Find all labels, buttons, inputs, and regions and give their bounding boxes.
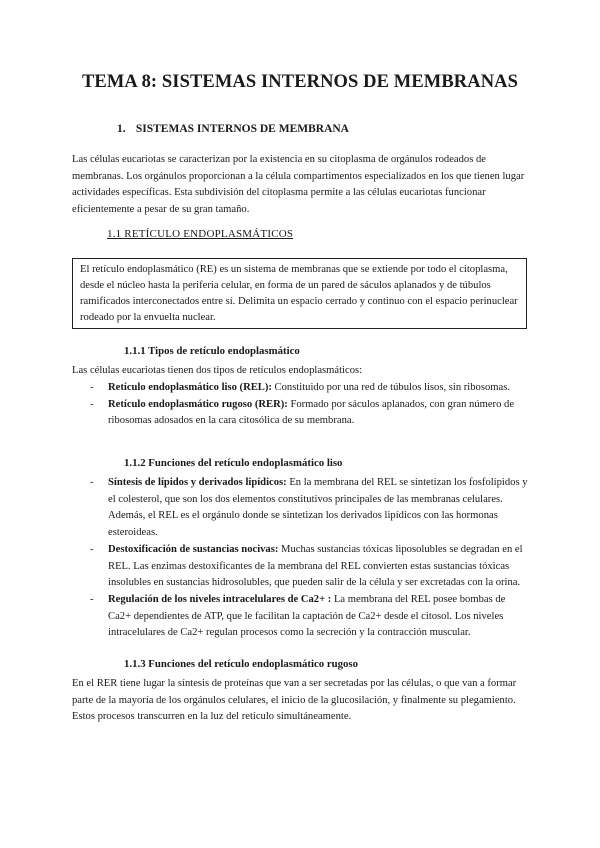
list-item-text: En la membrana del REL se sintetizan los fosfolípidos y el colesterol, que son los dos elementos constitutivos principales de las membranas celulares. Además, el REL es el orgánulo donde se sintetizan los derivados lipídicos con las hormonas esteroideas. xyxy=(108,477,528,539)
intro-paragraph: Las células eucariotas se caracterizan por la existencia en su citoplasma de orgánulos rodeados de membranas. Los orgánulos proporcionan a la célula compartimentos especializados en los que tienen lugar actividades específicas. Esta subdivisión del citoplasma permite a las células eucariotas funcionar eficientemente a pesar de su gran tamaño. xyxy=(72,154,525,216)
list-bullet: - xyxy=(90,398,94,410)
list-bullet: - xyxy=(90,477,94,488)
list-item-term: Retículo endoplasmático liso (REL): xyxy=(108,382,272,393)
definition-box: El retículo endoplasmático (RE) es un sistema de membranas que se extiende por todo el citoplasma, desde el núcleo hasta la periferia celular, en forma de un pared de sáculos aplanados y de túbulos ramificados interconectados entre sí. Delimita un espacio cerrado y continuo con el espacio perinuclear rodeado por la envuelta nuclear. xyxy=(72,258,527,329)
subsection-heading-1-1: 1.1 RETÍCULO ENDOPLASMÁTICOS xyxy=(107,228,294,240)
list-item xyxy=(90,380,530,397)
subsection-heading-1-1-1: 1.1.1 Tipos de retículo endoplasmático xyxy=(124,345,300,357)
list-item-term: Retículo endoplasmático rugoso (RER): xyxy=(108,398,288,410)
list-bullet: - xyxy=(90,543,94,555)
page-title: TEMA 8: SISTEMAS INTERNOS DE MEMBRANAS xyxy=(81,72,519,92)
list-item-text: Muchas sustancias tóxicas liposolubles se degradan en el REL. Las enzimas destoxificantes de la membrana del REL convierten estas sustancias tóxicas insolubles en sustancias hidrosolubles, que pueden salir de la célula y ser excretadas con la orina. xyxy=(108,543,523,589)
subsection-heading-1-1-2: 1.1.2 Funciones del retículo endoplasmático liso xyxy=(124,457,343,469)
subsection-heading-1-1-3: 1.1.3 Funciones del retículo endoplasmático rugoso xyxy=(124,658,359,670)
list-item xyxy=(90,475,530,542)
list-item xyxy=(90,592,530,642)
list-item xyxy=(90,542,530,592)
list-bullet: - xyxy=(90,382,94,393)
list-item-term: Destoxificación de sustancias nocivas: xyxy=(108,543,279,555)
types-lead-paragraph: Las células eucariotas tienen dos tipos de retículos endoplasmáticos: xyxy=(72,365,363,376)
list-item-text: La membrana del REL posee bombas de Ca2+ dependientes de ATP, que le facilitan la captación de Ca2+ desde el citosol. Los niveles intracelulares de Ca2+ regulan procesos como la secreción y la contracción muscular. xyxy=(108,593,506,639)
list-item-text: Constituido por una red de túbulos lisos, sin ribosomas. xyxy=(271,382,510,393)
list-item-text: Formado por sáculos aplanados, con gran número de ribosomas adosados en la cara citosólica de su membrana. xyxy=(108,398,515,427)
section-heading-text: SISTEMAS INTERNOS DE MEMBRANA xyxy=(135,123,349,135)
list-item-term: Síntesis de lípidos y derivados lipídicos: xyxy=(108,477,287,488)
list-item xyxy=(90,397,530,430)
rel-functions-list xyxy=(90,475,530,642)
section-number: 1. xyxy=(117,123,126,135)
rer-functions-paragraph: En el RER tiene lugar la síntesis de proteínas que van a ser secretadas por las células, o que van a formar parte de la mayoría de los orgánulos celulares, el inicio de la glucosilación, y finalmente su plegamiento. Estos procesos transcurren en la luz del retículo simultáneamente. xyxy=(72,678,517,723)
list-item-term: Regulación de los niveles intracelulares de Ca2+ : xyxy=(108,593,332,605)
types-list xyxy=(90,380,530,430)
section-heading-1 xyxy=(117,123,349,135)
list-bullet: - xyxy=(90,593,94,605)
